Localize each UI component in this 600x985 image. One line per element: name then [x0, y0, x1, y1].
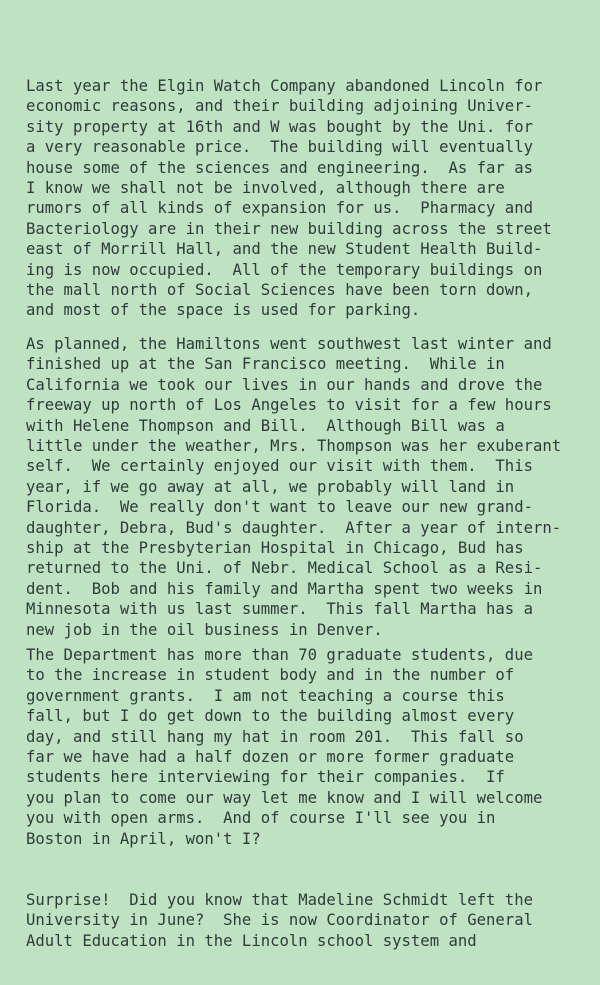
text-line: to the increase in student body and in the number of	[26, 666, 515, 685]
text-line: Last year the Elgin Watch Company abandoned Lincoln for	[26, 77, 543, 95]
paragraph-family-news	[26, 334, 561, 640]
text-line: economic reasons, and their building adjoining Univer-	[26, 97, 533, 116]
paragraph-campus-news	[26, 76, 552, 321]
text-line: University in June? She is now Coordinator of General	[26, 911, 533, 930]
text-line: ship at the Presbyterian Hospital in Chicago, Bud has	[26, 539, 524, 558]
text-line: returned to the Uni. of Nebr. Medical School as a Resi-	[26, 559, 543, 578]
text-line: Adult Education in the Lincoln school system and	[26, 931, 477, 950]
text-line: Boston in April, won't I?	[26, 829, 261, 848]
text-line: you plan to come our way let me know and I will welcome	[26, 788, 543, 807]
text-line: Minnesota with us last summer. This fall Martha has a	[26, 600, 533, 619]
text-line: finished up at the San Francisco meeting. While in	[26, 355, 505, 374]
paragraph-surprise-news	[26, 890, 533, 951]
text-line: daughter, Debra, Bud's daughter. After a year of intern-	[26, 518, 562, 537]
text-line: students here interviewing for their companies. If	[26, 768, 505, 787]
text-line: with Helene Thompson and Bill. Although Bill was a	[26, 416, 505, 435]
text-line: fall, but I do get down to the building almost every	[26, 707, 515, 726]
text-line: Florida. We really don't want to leave our new grand-	[26, 498, 533, 517]
text-line: new job in the oil business in Denver.	[26, 620, 383, 639]
text-line: a very reasonable price. The building will eventually	[26, 138, 533, 157]
text-line: rumors of all kinds of expansion for us. Pharmacy and	[26, 199, 533, 218]
text-line: I know we shall not be involved, although there are	[26, 179, 505, 198]
text-line: year, if we go away at all, we probably will land in	[26, 477, 515, 496]
text-line: The Department has more than 70 graduate students, due	[26, 646, 533, 664]
text-line: east of Morrill Hall, and the new Student Health Build-	[26, 240, 543, 259]
text-line: sity property at 16th and W was bought by the Uni. for	[26, 117, 533, 136]
text-line: and most of the space is used for parking.	[26, 301, 421, 320]
text-line: ing is now occupied. All of the temporary buildings on	[26, 260, 543, 279]
text-line: Surprise! Did you know that Madeline Schmidt left the	[26, 891, 533, 909]
text-line: the mall north of Social Sciences have been torn down,	[26, 281, 533, 300]
text-line: house some of the sciences and engineering. As far as	[26, 158, 533, 177]
text-line: freeway up north of Los Angeles to visit for a few hours	[26, 396, 552, 415]
text-line: self. We certainly enjoyed our visit with them. This	[26, 457, 533, 476]
text-line: dent. Bob and his family and Martha spent two weeks in	[26, 579, 543, 598]
text-line: far we have had a half dozen or more former graduate	[26, 748, 515, 767]
text-line: day, and still hang my hat in room 201. This fall so	[26, 727, 524, 746]
paragraph-department-news	[26, 645, 542, 849]
text-line: As planned, the Hamiltons went southwest last winter and	[26, 335, 552, 353]
text-line: Bacteriology are in their new building across the street	[26, 219, 552, 238]
text-line: government grants. I am not teaching a course this	[26, 686, 505, 705]
text-line: you with open arms. And of course I'll see you in	[26, 809, 496, 828]
text-line: little under the weather, Mrs. Thompson was her exuberant	[26, 437, 562, 456]
text-line: California we took our lives in our hands and drove the	[26, 375, 543, 394]
